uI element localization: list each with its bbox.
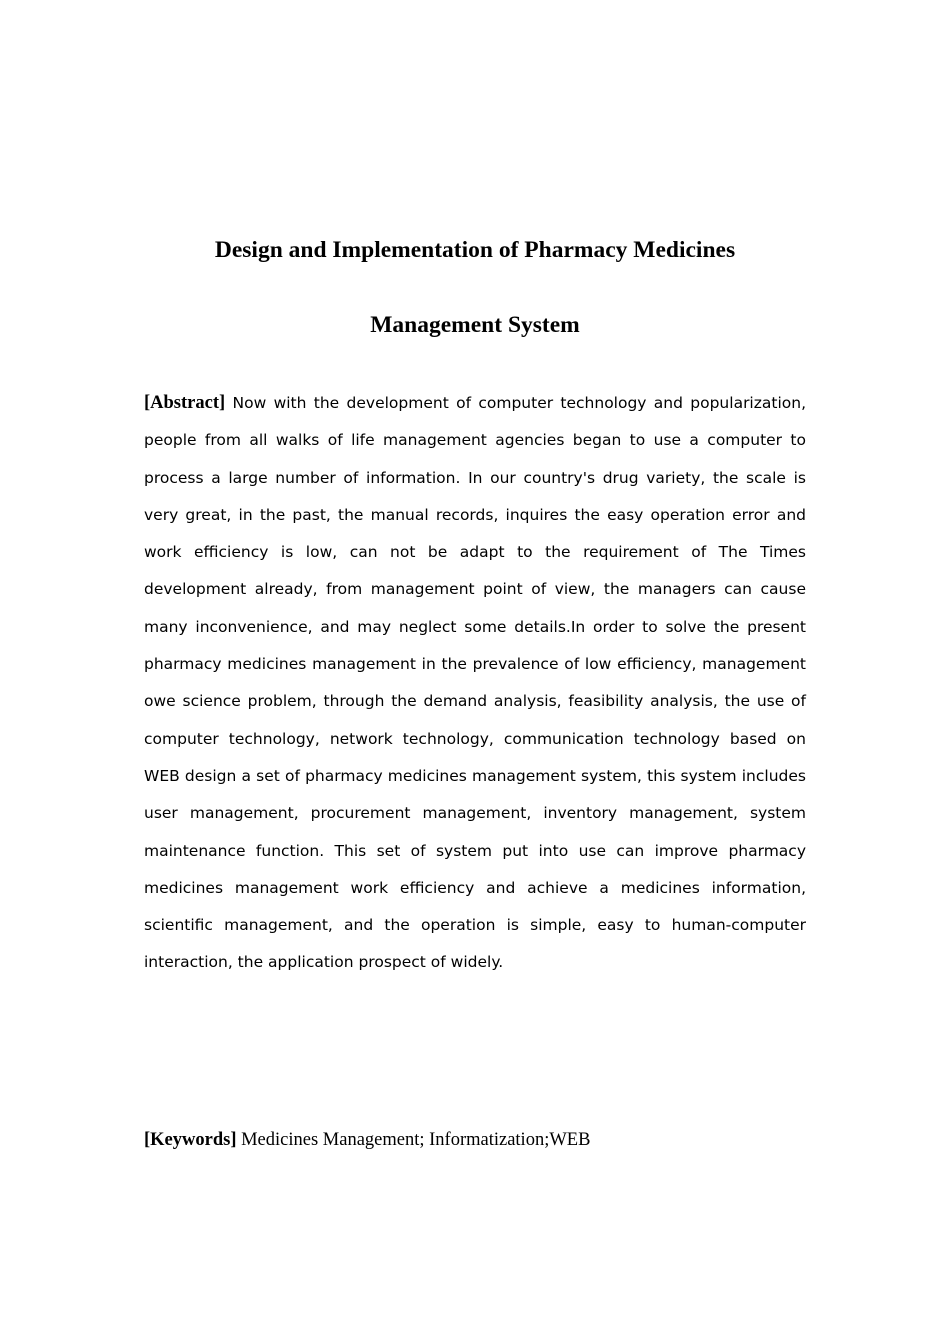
abstract-text: Now with the development of computer technology and popularization, people from all walks of life management agencies began to use a computer to process a large number of information. In our country's drug variety, the scale is very great, in the past, the manual records, inquires the easy operation error and work efficiency is low, can not be adapt to the requirement of The Times development already, from management point of view, the managers can cause many inconvenience, and may neglect some details.In order to solve the present pharmacy medicines management in the prevalence of low efficiency, management owe science problem, through the demand analysis, feasibility analysis, the use of computer technology, network technology, communication technology based on WEB design a set of pharmacy medicines management system, this system includes user management, procurement management, inventory management, system maintenance function. This set of system put into use can improve pharmacy medicines management work efficiency and achieve a medicines information, scientific management, and the operation is simple, easy to human-computer interaction, the application prospect of widely. [144,394,806,972]
abstract-label: [Abstract] [144,393,226,413]
keywords-line [144,1125,806,1155]
abstract-paragraph [144,385,806,982]
document-title-line-1: Design and Implementation of Pharmacy Medicines [214,237,736,263]
keywords-text: Medicines Management; Informatization;WEB [241,1130,591,1150]
keywords-label: [Keywords] [144,1130,237,1150]
document-title-line-2: Management System [370,312,580,338]
